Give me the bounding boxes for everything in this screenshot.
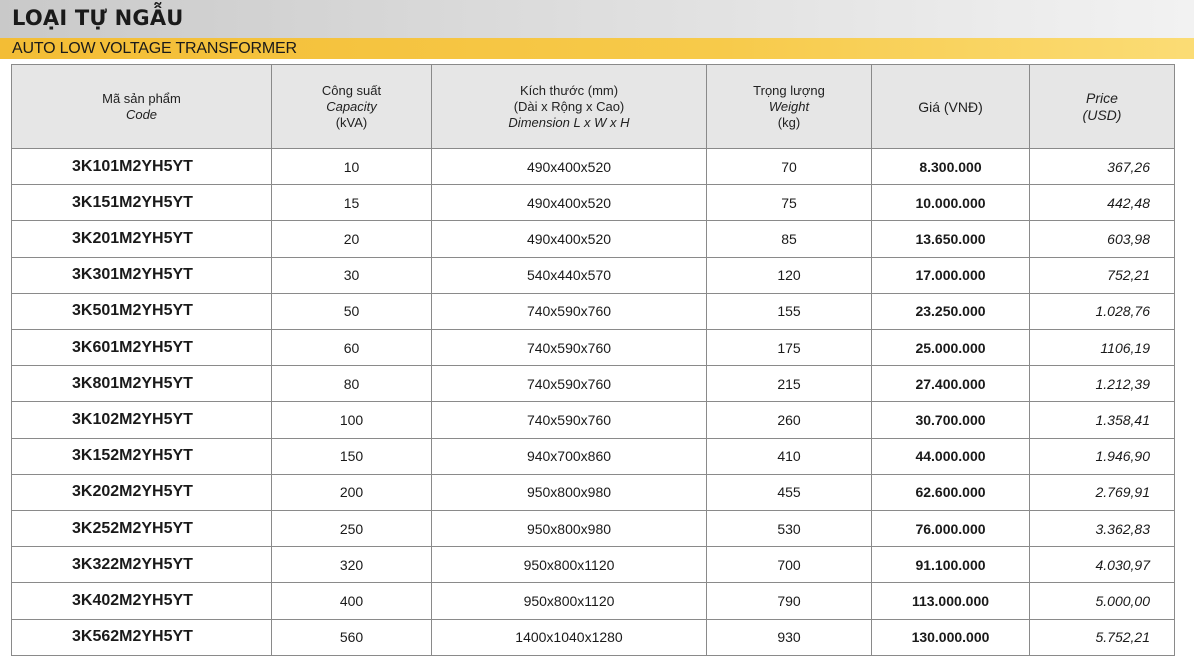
- price-vnd-cell: 25.000.000: [872, 330, 1030, 366]
- price-usd-cell: 4.030,97: [1030, 547, 1175, 583]
- header-code: Mã sản phẩm Code: [12, 65, 272, 149]
- table-row: [12, 547, 1175, 583]
- table-row: [12, 438, 1175, 474]
- capacity-cell: 100: [272, 402, 432, 438]
- weight-cell: 85: [707, 221, 872, 257]
- price-usd-cell: 1.212,39: [1030, 366, 1175, 402]
- price-usd-cell: 3.362,83: [1030, 511, 1175, 547]
- capacity-cell: 400: [272, 583, 432, 619]
- table-row: [12, 221, 1175, 257]
- weight-cell: 700: [707, 547, 872, 583]
- capacity-cell: 80: [272, 366, 432, 402]
- table-header-row: [12, 65, 1175, 149]
- dimension-cell: 740x590x760: [432, 293, 707, 329]
- dimension-cell: 950x800x980: [432, 511, 707, 547]
- table-row: [12, 583, 1175, 619]
- dimension-cell: 490x400x520: [432, 185, 707, 221]
- product-code-cell: 3K252M2YH5YT: [12, 511, 272, 547]
- price-usd-cell: 5.000,00: [1030, 583, 1175, 619]
- price-usd-cell: 1.946,90: [1030, 438, 1175, 474]
- product-code-cell: 3K301M2YH5YT: [12, 257, 272, 293]
- dimension-cell: 950x800x980: [432, 474, 707, 510]
- weight-cell: 930: [707, 619, 872, 655]
- capacity-cell: 60: [272, 330, 432, 366]
- price-vnd-cell: 44.000.000: [872, 438, 1030, 474]
- dimension-cell: 950x800x1120: [432, 583, 707, 619]
- product-code-cell: 3K102M2YH5YT: [12, 402, 272, 438]
- price-vnd-cell: 130.000.000: [872, 619, 1030, 655]
- product-code-cell: 3K152M2YH5YT: [12, 438, 272, 474]
- product-code-cell: 3K202M2YH5YT: [12, 474, 272, 510]
- dimension-cell: 490x400x520: [432, 149, 707, 185]
- table-row: [12, 366, 1175, 402]
- weight-cell: 215: [707, 366, 872, 402]
- table-row: [12, 257, 1175, 293]
- price-vnd-cell: 23.250.000: [872, 293, 1030, 329]
- dimension-cell: 540x440x570: [432, 257, 707, 293]
- page-subtitle: AUTO LOW VOLTAGE TRANSFORMER: [12, 40, 297, 57]
- table-row: [12, 330, 1175, 366]
- dimension-cell: 950x800x1120: [432, 547, 707, 583]
- dimension-cell: 740x590x760: [432, 402, 707, 438]
- capacity-cell: 200: [272, 474, 432, 510]
- dimension-cell: 490x400x520: [432, 221, 707, 257]
- subtitle-bar: [0, 38, 1194, 59]
- product-table: [11, 64, 1175, 656]
- weight-cell: 455: [707, 474, 872, 510]
- price-vnd-cell: 30.700.000: [872, 402, 1030, 438]
- price-usd-cell: 1.358,41: [1030, 402, 1175, 438]
- product-code-cell: 3K201M2YH5YT: [12, 221, 272, 257]
- dimension-cell: 940x700x860: [432, 438, 707, 474]
- price-vnd-cell: 10.000.000: [872, 185, 1030, 221]
- header-dimension: Kích thước (mm) (Dài x Rộng x Cao) Dimension L x W x H: [432, 65, 707, 149]
- table-row: [12, 619, 1175, 655]
- table-row: [12, 511, 1175, 547]
- capacity-cell: 20: [272, 221, 432, 257]
- price-usd-cell: 603,98: [1030, 221, 1175, 257]
- capacity-cell: 150: [272, 438, 432, 474]
- capacity-cell: 50: [272, 293, 432, 329]
- capacity-cell: 320: [272, 547, 432, 583]
- title-bar: [0, 0, 1194, 38]
- price-vnd-cell: 13.650.000: [872, 221, 1030, 257]
- header-weight: Trọng lượng Weight (kg): [707, 65, 872, 149]
- page-title: LOẠI TỰ NGẪU: [12, 6, 184, 30]
- dimension-cell: 1400x1040x1280: [432, 619, 707, 655]
- price-usd-cell: 752,21: [1030, 257, 1175, 293]
- weight-cell: 175: [707, 330, 872, 366]
- table-row: [12, 474, 1175, 510]
- price-usd-cell: 367,26: [1030, 149, 1175, 185]
- weight-cell: 790: [707, 583, 872, 619]
- table-row: [12, 149, 1175, 185]
- product-code-cell: 3K801M2YH5YT: [12, 366, 272, 402]
- price-usd-cell: 1.028,76: [1030, 293, 1175, 329]
- capacity-cell: 560: [272, 619, 432, 655]
- table-row: [12, 185, 1175, 221]
- weight-cell: 155: [707, 293, 872, 329]
- dimension-cell: 740x590x760: [432, 330, 707, 366]
- product-code-cell: 3K601M2YH5YT: [12, 330, 272, 366]
- dimension-cell: 740x590x760: [432, 366, 707, 402]
- price-usd-cell: 442,48: [1030, 185, 1175, 221]
- price-usd-cell: 1106,19: [1030, 330, 1175, 366]
- capacity-cell: 15: [272, 185, 432, 221]
- price-vnd-cell: 27.400.000: [872, 366, 1030, 402]
- table-body: [12, 149, 1175, 656]
- capacity-cell: 10: [272, 149, 432, 185]
- price-vnd-cell: 113.000.000: [872, 583, 1030, 619]
- price-vnd-cell: 8.300.000: [872, 149, 1030, 185]
- header-price-usd: Price (USD): [1030, 65, 1175, 149]
- weight-cell: 75: [707, 185, 872, 221]
- table-row: [12, 402, 1175, 438]
- weight-cell: 530: [707, 511, 872, 547]
- table-row: [12, 293, 1175, 329]
- product-code-cell: 3K501M2YH5YT: [12, 293, 272, 329]
- header-price-vnd: Giá (VNĐ): [872, 65, 1030, 149]
- weight-cell: 260: [707, 402, 872, 438]
- product-code-cell: 3K562M2YH5YT: [12, 619, 272, 655]
- product-code-cell: 3K101M2YH5YT: [12, 149, 272, 185]
- product-code-cell: 3K402M2YH5YT: [12, 583, 272, 619]
- capacity-cell: 250: [272, 511, 432, 547]
- product-code-cell: 3K322M2YH5YT: [12, 547, 272, 583]
- price-vnd-cell: 17.000.000: [872, 257, 1030, 293]
- product-code-cell: 3K151M2YH5YT: [12, 185, 272, 221]
- weight-cell: 120: [707, 257, 872, 293]
- price-usd-cell: 2.769,91: [1030, 474, 1175, 510]
- weight-cell: 410: [707, 438, 872, 474]
- price-usd-cell: 5.752,21: [1030, 619, 1175, 655]
- weight-cell: 70: [707, 149, 872, 185]
- price-vnd-cell: 62.600.000: [872, 474, 1030, 510]
- price-vnd-cell: 76.000.000: [872, 511, 1030, 547]
- header-capacity: Công suất Capacity (kVA): [272, 65, 432, 149]
- price-vnd-cell: 91.100.000: [872, 547, 1030, 583]
- capacity-cell: 30: [272, 257, 432, 293]
